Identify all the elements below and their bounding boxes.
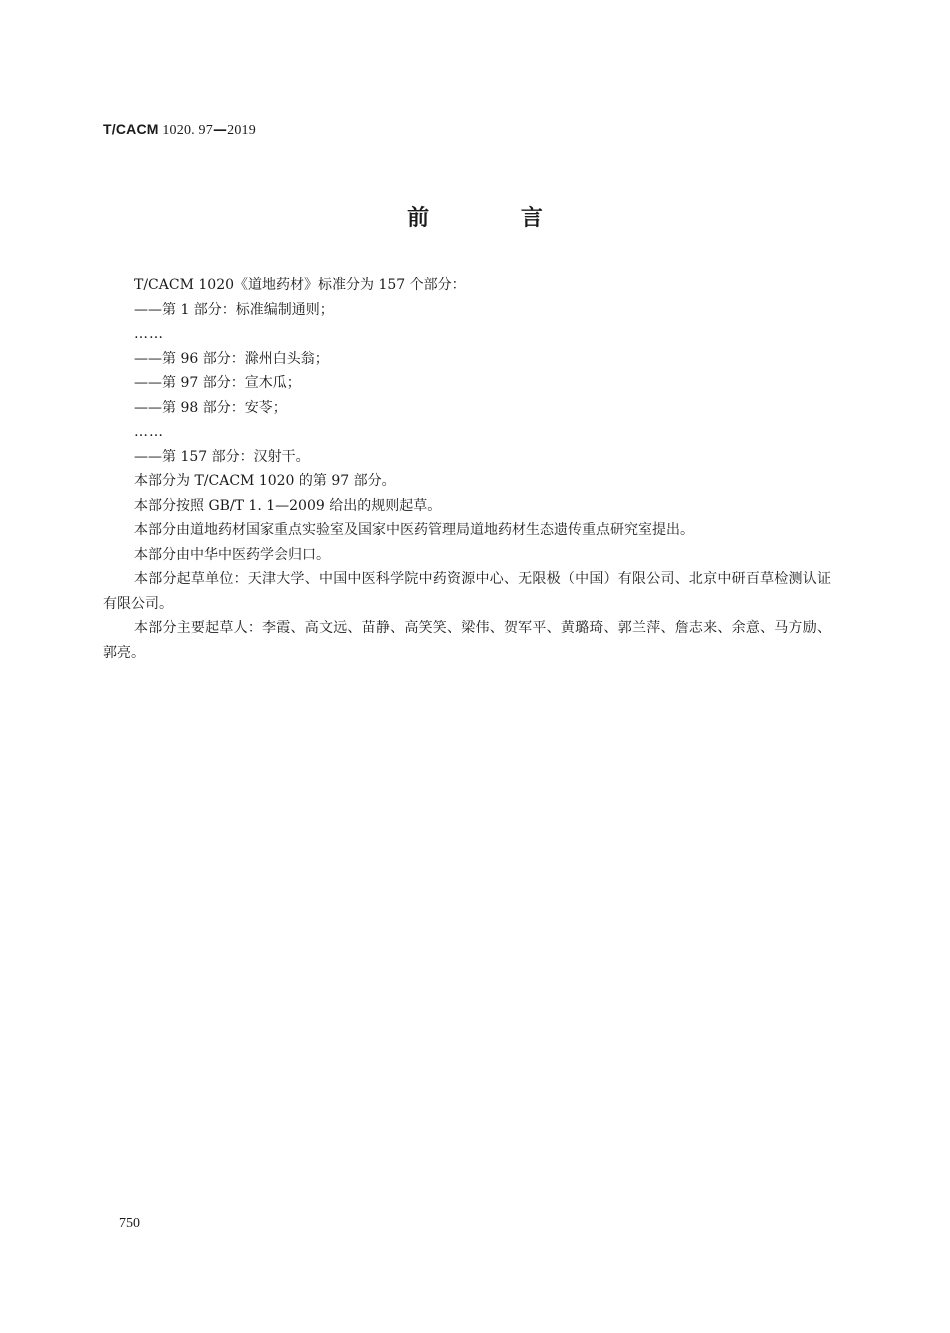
list-item-part-98: ——第 98 部分：安苓； xyxy=(134,399,287,416)
page-title: 前 言 xyxy=(407,206,585,231)
paragraph-drafting-units: 本部分起草单位：天津大学、中国中医科学院中药资源中心、无限极（中国）有限公司、北京中研百草检测认证有限公司。 xyxy=(103,571,831,612)
paragraph-main-drafters: 本部分主要起草人：李霞、高文远、苗静、高笑笑、梁伟、贺军平、黄璐琦、郭兰萍、詹志来、余意、马方励、郭亮。 xyxy=(103,620,831,661)
list-ellipsis: …… xyxy=(134,424,164,440)
standard-code-header xyxy=(103,121,256,139)
list-item-part-96: ——第 96 部分：滁州白头翁； xyxy=(134,350,329,367)
paragraph-parts-intro: T/CACM 1020《道地药材》标准分为 157 个部分： xyxy=(134,277,466,293)
paragraph-proposed-by: 本部分由道地药材国家重点实验室及国家中医药管理局道地药材生态遗传重点研究室提出。 xyxy=(134,522,694,538)
paragraph-centralized-by: 本部分由中华中医药学会归口。 xyxy=(134,546,330,563)
standard-code-year: 2019 xyxy=(227,123,256,138)
standard-code-number: 1020. 97 xyxy=(158,123,213,138)
standard-code-dash: — xyxy=(212,122,228,138)
paragraph-drafting-rules: 本部分按照 GB/T 1. 1—2009 给出的规则起草。 xyxy=(134,497,442,514)
list-ellipsis: …… xyxy=(134,326,164,342)
page-number: 750 xyxy=(119,1216,140,1231)
list-item-part-1: ——第 1 部分：标准编制通则； xyxy=(134,301,334,318)
foreword-body xyxy=(103,273,831,665)
paragraph-this-part: 本部分为 T/CACM 1020 的第 97 部分。 xyxy=(134,473,396,489)
list-item-part-97: ——第 97 部分：宣木瓜； xyxy=(134,375,301,391)
standard-code-prefix: T/CACM xyxy=(103,121,159,137)
list-item-part-157: ——第 157 部分：汉射干。 xyxy=(134,448,310,465)
